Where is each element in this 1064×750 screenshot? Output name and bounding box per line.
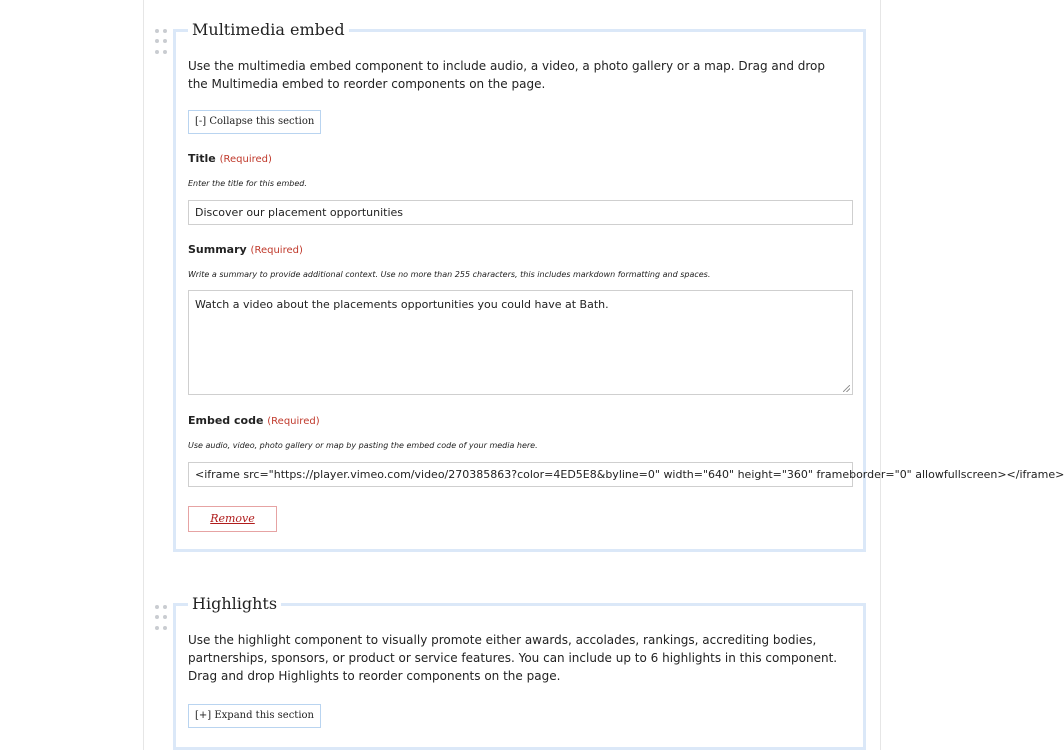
title-help-text: Enter the title for this embed. — [188, 179, 307, 188]
summary-value: Watch a video about the placements opportunities you could have at Bath. — [195, 298, 609, 311]
section-legend: Multimedia embed — [188, 20, 349, 40]
expand-section-button[interactable]: [+] Expand this section — [188, 704, 321, 728]
section-legend: Highlights — [188, 594, 281, 614]
resize-grip-icon[interactable] — [843, 385, 850, 392]
title-label — [188, 152, 272, 165]
title-input[interactable]: Discover our placement opportunities — [188, 200, 853, 225]
collapse-section-button[interactable]: [-] Collapse this section — [188, 110, 321, 134]
remove-button[interactable]: Remove — [188, 506, 277, 532]
summary-help-text: Write a summary to provide additional context. Use no more than 255 characters, this includes markdown formatting and spaces. — [188, 270, 711, 279]
summary-label — [188, 243, 303, 256]
summary-textarea[interactable] — [188, 290, 853, 395]
embed-code-input[interactable]: <iframe src="https://player.vimeo.com/video/270385863?color=4ED5E8&byline=0" width="640" height="360" frameborder="0" allowfullscreen></iframe> — [188, 462, 853, 487]
embed-code-label — [188, 414, 320, 427]
drag-handle-icon[interactable] — [155, 605, 167, 631]
drag-handle-icon[interactable] — [155, 29, 167, 55]
required-marker: (Required) — [267, 416, 320, 427]
required-marker: (Required) — [219, 154, 272, 165]
multimedia-embed-section — [173, 20, 1064, 552]
title-label-text: Title — [188, 152, 216, 165]
embed-code-label-text: Embed code — [188, 414, 264, 427]
section-description: Use the highlight component to visually promote either awards, accolades, rankings, accrediting bodies, partnerships, sponsors, or product or service features. You can include up to 6 highlights in this component. Drag and drop Highlights to reorder components on the page. — [188, 633, 838, 683]
embed-code-help-text: Use audio, video, photo gallery or map by pasting the embed code of your media here. — [188, 441, 538, 450]
required-marker: (Required) — [250, 245, 303, 256]
section-description: Use the multimedia embed component to include audio, a video, a photo gallery or a map. Drag and drop the Multimedia embed to reorder components on the page. — [188, 59, 826, 91]
summary-label-text: Summary — [188, 243, 247, 256]
highlights-section — [173, 594, 866, 750]
